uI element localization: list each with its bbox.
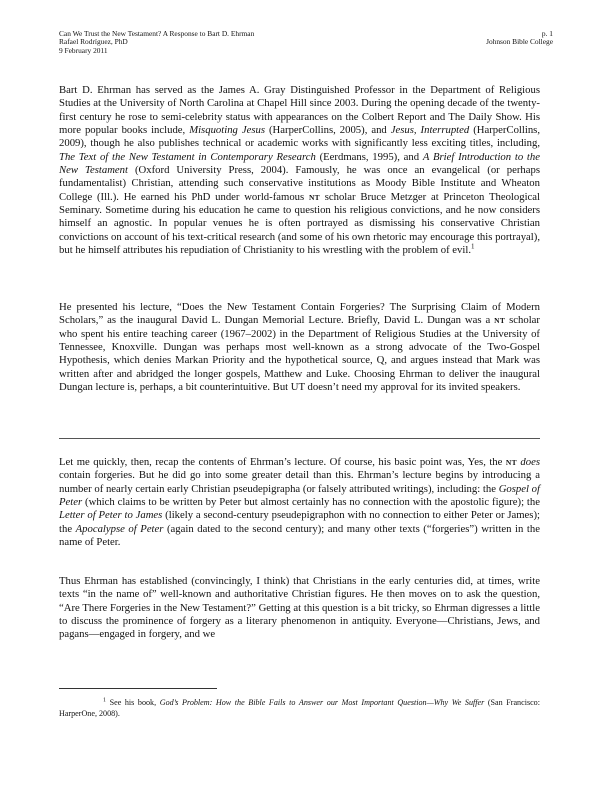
emphasis-does: does <box>520 456 540 468</box>
header-institution: Johnson Bible College <box>486 37 553 47</box>
footnote-number: 1 <box>103 697 106 704</box>
text-run: (which claims to be written by Peter but almost certainly has no connection with the apostolic figure); the <box>82 496 540 509</box>
text-run: (HarperCollins, 2005), and <box>265 124 391 137</box>
paragraph-3 <box>59 456 540 549</box>
footnote-1 <box>59 697 540 719</box>
text-run: See his book, <box>109 698 160 707</box>
text-run: Bart D. Ehrman has served as the James A. Gray Distinguished Professor in the Department of Religious Studies at the University of North Carolina at Chapel Hill since 2003. During the opening decade of the twenty-first century he rose to semi-celebrity status with appearances on the Colbert Report and The Daily Show. His more popular books include, <box>59 84 540 137</box>
title-gospel-of-peter: Gospel of Peter <box>59 482 540 509</box>
title-letter-of-peter: Letter of Peter to James <box>59 509 163 522</box>
text-run: (HarperCollins, 2009), though he also publishes technical or academic works with significantly less exciting titles, including, <box>59 124 540 150</box>
footnote-separator <box>59 688 217 689</box>
paragraph-4-text: Thus Ehrman has established (convincingly, I think) that Christians in the early centuries did, at times, write texts “in the name of” well-known and authoritative Christian figures. He then moves on to ask the question, “Are There Forgeries in the New Testament?” Getting at this question is a bit tricky, so Ehrman digresses a little to discuss the prominence of forgery as a literary phenomenon in antiquity. Everyone—Christians, Jews, and pagans—engaged in forgery, and we <box>59 575 540 641</box>
text-run: Let me quickly, then, recap the contents of Ehrman’s lecture. Of course, his basic point was, Yes, the <box>59 456 506 468</box>
text-run: contain forgeries. But he did go into some greater detail than this. Ehrman’s lecture begins by introducing a number of nearly certain early Christian pseudepigrapha (or falsely attributed writings), including: the <box>59 469 540 495</box>
paragraph-1 <box>59 84 540 257</box>
text-run: He presented his lecture, “Does the New Testament Contain Forgeries? The Surprising Claim of Modern Scholars,” as the inaugural David L. Dungan Memorial Lecture. Briefly, David L. Dungan was a <box>59 301 540 327</box>
title-apocalypse-of-peter: Apocalypse of Peter <box>75 522 164 535</box>
text-run: scholar who spent his entire teaching career (1967–2002) in the Department of Religious Studies at the University of Tennessee, Knoxville. Dungan was perhaps most well-known as a strong advocate of the Two-Gospel Hypothesis, which denies Markan Priority and the hypothetical source, Q, and argues instead that Mark was written after and abridged the longer gospels, Matthew and Luke. Choosing Ehrman to deliver the inaugural Dungan lecture is, perhaps, a bit counterintuitive. But UT doesn’t need my approval for its invited speakers. <box>59 314 540 394</box>
paragraph-4 <box>59 575 540 642</box>
book-title-jesus-interrupted: Jesus, Interrupted <box>390 124 470 137</box>
book-title-brief-intro: A Brief Introduction to the New Testament <box>59 150 540 177</box>
text-run: (likely a second-century pseudepigraphon with no connection to either Peter or James); the <box>59 509 540 535</box>
running-header-left <box>59 30 254 55</box>
book-title-misquoting-jesus: Misquoting Jesus <box>189 124 266 137</box>
nt-abbrev: NT <box>505 458 517 467</box>
header-author: Rafael Rodríguez, PhD <box>59 37 128 47</box>
header-date: 9 February 2011 <box>59 45 108 55</box>
footnote-ref[interactable]: 1 <box>471 242 475 251</box>
text-run: scholar Bruce Metzger at Princeton Theological Seminary. Sometime during his education he came to question his religious convictions, and he now considers himself an agnostic. In popular venues he is often portrayed as dismissing his conservative Christian convictions on account of his text-critical research (and some of his own rhetoric may encourage this portrayal), but he himself attributes his repudiation of Christianity to his wrestling with the problem of evil. <box>59 190 540 257</box>
running-header-right <box>486 30 553 47</box>
paragraph-2 <box>59 301 540 394</box>
text-run: (again dated to the second century); and many other texts (“forgeries”) written in the name of Peter. <box>59 522 540 549</box>
book-title-text-of-nt: The Text of the New Testament in Contemporary Research <box>59 150 316 163</box>
section-divider <box>59 438 540 439</box>
nt-abbrev: NT <box>494 316 506 326</box>
page-number: p. 1 <box>541 29 553 38</box>
footnote-book-title: God’s Problem: How the Bible Fails to Answer our Most Important Question—Why We Suffer <box>159 698 485 707</box>
text-run: (Oxford University Press, 2004). Famously, he was once an evangelical (or perhaps fundamentalist) Christian, attending such conservative institutions as Moody Bible Institute and Wheaton College (Ill.). He earned his PhD under world-famous <box>59 164 540 203</box>
nt-abbrev: NT <box>308 192 320 202</box>
text-run: (San Francisco: HarperOne, 2008). <box>59 698 540 719</box>
text-run: (Eerdmans, 1995), and <box>315 150 423 163</box>
header-title: Can We Trust the New Testament? A Response to Bart D. Ehrman <box>59 29 255 38</box>
